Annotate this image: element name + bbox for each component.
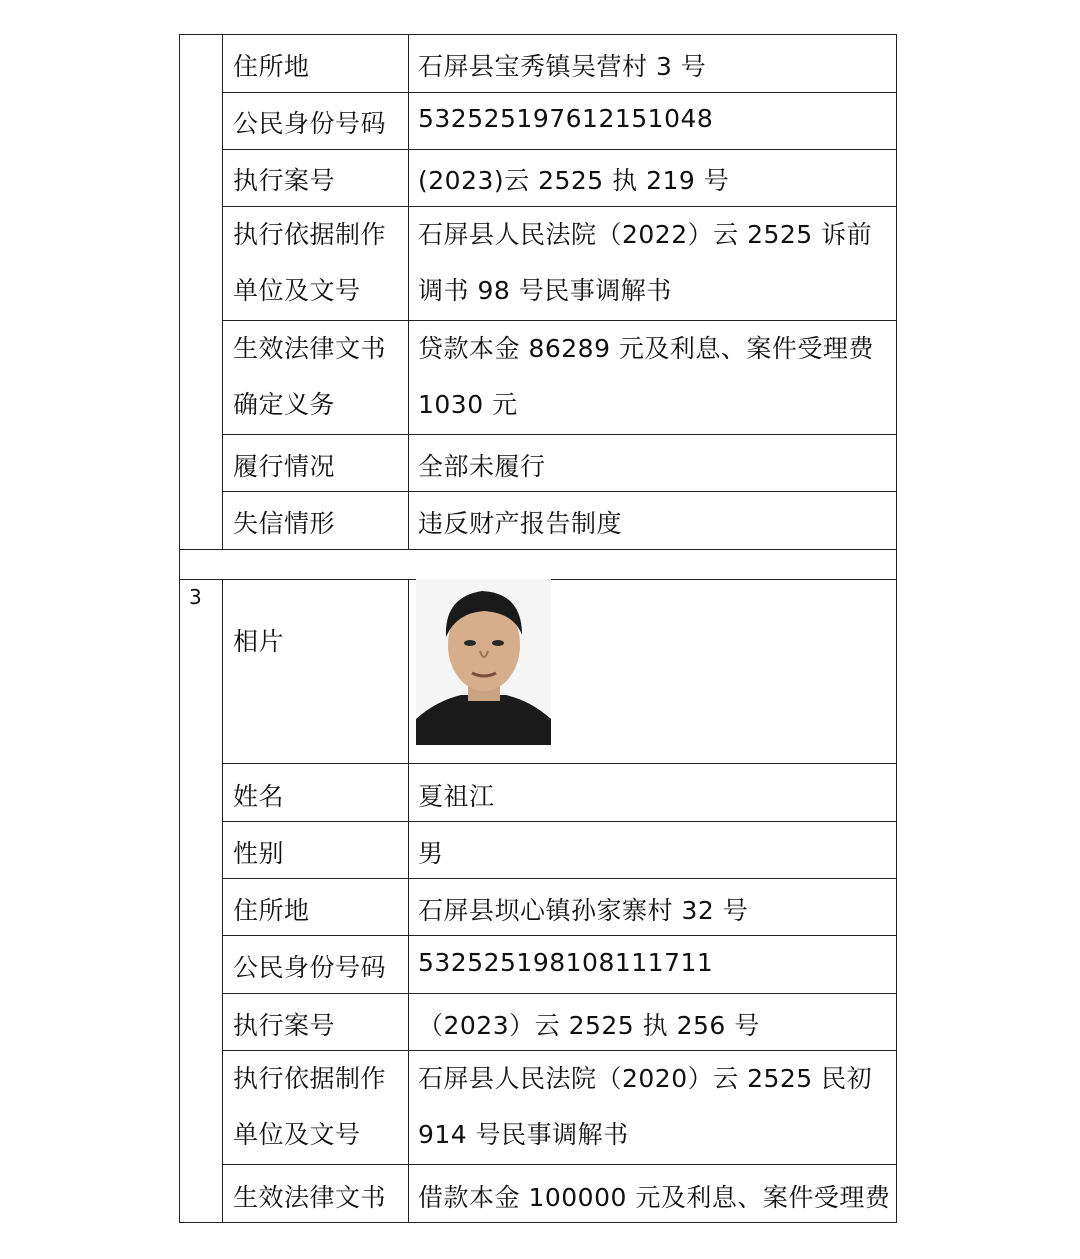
label-name: 姓名 bbox=[233, 782, 285, 811]
row-divider bbox=[222, 149, 897, 150]
label-address: 住所地 bbox=[233, 896, 310, 925]
label-obligation bbox=[233, 321, 386, 433]
value-address: 石屏县坝心镇孙家寨村 32 号 bbox=[418, 896, 749, 925]
row-divider bbox=[222, 491, 897, 492]
record-number: 3 bbox=[189, 585, 203, 609]
portrait-icon bbox=[416, 579, 551, 745]
label-id-number: 公民身份号码 bbox=[233, 109, 387, 138]
value-line: 1030 元 bbox=[418, 390, 518, 419]
label-line: 确定义务 bbox=[233, 390, 336, 419]
value-name: 夏祖江 bbox=[418, 782, 495, 811]
value-basis bbox=[418, 1051, 872, 1163]
label-case-number: 执行案号 bbox=[233, 1011, 336, 1040]
row-divider bbox=[222, 993, 897, 994]
label-gender: 性别 bbox=[233, 839, 285, 868]
label-obligation: 生效法律文书 bbox=[233, 1183, 387, 1212]
value-line: 调书 98 号民事调解书 bbox=[418, 276, 672, 305]
label-line: 执行依据制作 bbox=[233, 220, 387, 249]
value-line: 石屏县人民法院（2022）云 2525 诉前 bbox=[418, 220, 873, 249]
value-address: 石屏县宝秀镇吴营村 3 号 bbox=[418, 52, 707, 81]
label-line: 生效法律文书 bbox=[233, 334, 387, 363]
column-divider bbox=[222, 579, 223, 1223]
label-photo: 相片 bbox=[233, 627, 285, 656]
column-divider bbox=[408, 34, 409, 549]
row-divider bbox=[179, 549, 897, 550]
label-basis bbox=[233, 207, 386, 319]
label-basis bbox=[233, 1051, 386, 1163]
row-divider bbox=[222, 434, 897, 435]
label-id-number: 公民身份号码 bbox=[233, 953, 387, 982]
row-divider bbox=[222, 763, 897, 764]
value-dishonesty: 违反财产报告制度 bbox=[418, 509, 623, 538]
label-address: 住所地 bbox=[233, 52, 310, 81]
value-obligation bbox=[418, 321, 874, 433]
value-obligation: 借款本金 100000 元及利息、案件受理费 bbox=[418, 1183, 891, 1212]
value-gender: 男 bbox=[418, 839, 444, 868]
value-case-number: （2023）云 2525 执 256 号 bbox=[418, 1011, 760, 1040]
portrait-photo bbox=[416, 579, 551, 745]
column-divider bbox=[222, 34, 223, 549]
label-case-number: 执行案号 bbox=[233, 166, 336, 195]
value-basis bbox=[418, 207, 872, 319]
label-line: 执行依据制作 bbox=[233, 1064, 387, 1093]
value-id-number: 532525197612151048 bbox=[418, 104, 714, 133]
row-divider bbox=[222, 878, 897, 879]
label-line: 单位及文号 bbox=[233, 1120, 361, 1149]
value-line: 石屏县人民法院（2020）云 2525 民初 bbox=[418, 1064, 873, 1093]
row-divider bbox=[222, 1164, 897, 1165]
value-performance: 全部未履行 bbox=[418, 452, 546, 481]
label-performance: 履行情况 bbox=[233, 452, 336, 481]
value-id-number: 532525198108111711 bbox=[418, 948, 714, 977]
column-divider bbox=[408, 579, 409, 1223]
row-divider bbox=[222, 92, 897, 93]
row-divider bbox=[222, 935, 897, 936]
value-case-number: (2023)云 2525 执 219 号 bbox=[418, 166, 730, 195]
row-divider bbox=[222, 821, 897, 822]
value-line: 贷款本金 86289 元及利息、案件受理费 bbox=[418, 334, 874, 363]
label-dishonesty: 失信情形 bbox=[233, 509, 336, 538]
value-line: 914 号民事调解书 bbox=[418, 1120, 629, 1149]
label-line: 单位及文号 bbox=[233, 276, 361, 305]
